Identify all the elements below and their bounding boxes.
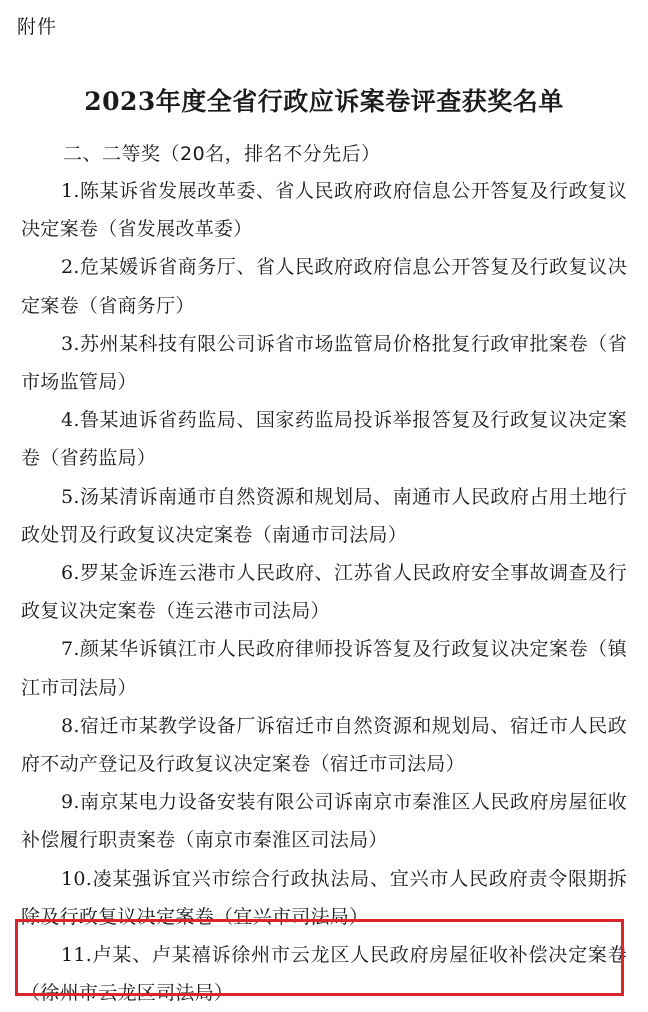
award-entry-2: 2.危某媛诉省商务厅、省人民政府政府信息公开答复及行政复议决定案卷（省商务厅） [21, 256, 627, 317]
award-entry-8: 8.宿迁市某教学设备厂诉宿迁市自然资源和规划局、宿迁市人民政府不动产登记及行政复议决定案卷（宿迁市司法局） [21, 714, 627, 776]
section-heading: 二、二等奖（20名，排名不分先后） [63, 143, 381, 165]
award-entry-9: 9.南京某电力设备安装有限公司诉南京市秦淮区人民政府房屋征收补偿履行职责案卷（南京市秦淮区司法局） [21, 791, 627, 852]
award-entry-7: 7.颜某华诉镇江市人民政府律师投诉答复及行政复议决定案卷（镇江市司法局） [21, 638, 627, 699]
award-entry-4: 4.鲁某迪诉省药监局、国家药监局投诉举报答复及行政复议决定案卷（省药监局） [21, 409, 627, 470]
award-entry-6: 6.罗某金诉连云港市人民政府、江苏省人民政府安全事故调查及行政复议决定案卷（连云港市司法局） [21, 562, 627, 623]
award-entry-11: 11.卢某、卢某禧诉徐州市云龙区人民政府房屋征收补偿决定案卷（徐州市云龙区司法局） [21, 944, 627, 1005]
award-entry-10: 10.凌某强诉宜兴市综合行政执法局、宜兴市人民政府责令限期拆除及行政复议决定案卷（宜兴市司法局） [21, 867, 627, 928]
document-title: 2023年度全省行政应诉案卷评查获奖名单 [84, 87, 564, 116]
attachment-label: 附件 [17, 16, 58, 38]
award-entry-5: 5.汤某清诉南通市自然资源和规划局、南通市人民政府占用土地行政处罚及行政复议决定案卷（南通市司法局） [21, 485, 627, 546]
award-entry-3: 3.苏州某科技有限公司诉省市场监管局价格批复行政审批案卷（省市场监管局） [21, 332, 627, 394]
award-entry-1: 1.陈某诉省发展改革委、省人民政府政府信息公开答复及行政复议决定案卷（省发展改革委） [21, 180, 627, 241]
award-list [21, 172, 627, 1012]
